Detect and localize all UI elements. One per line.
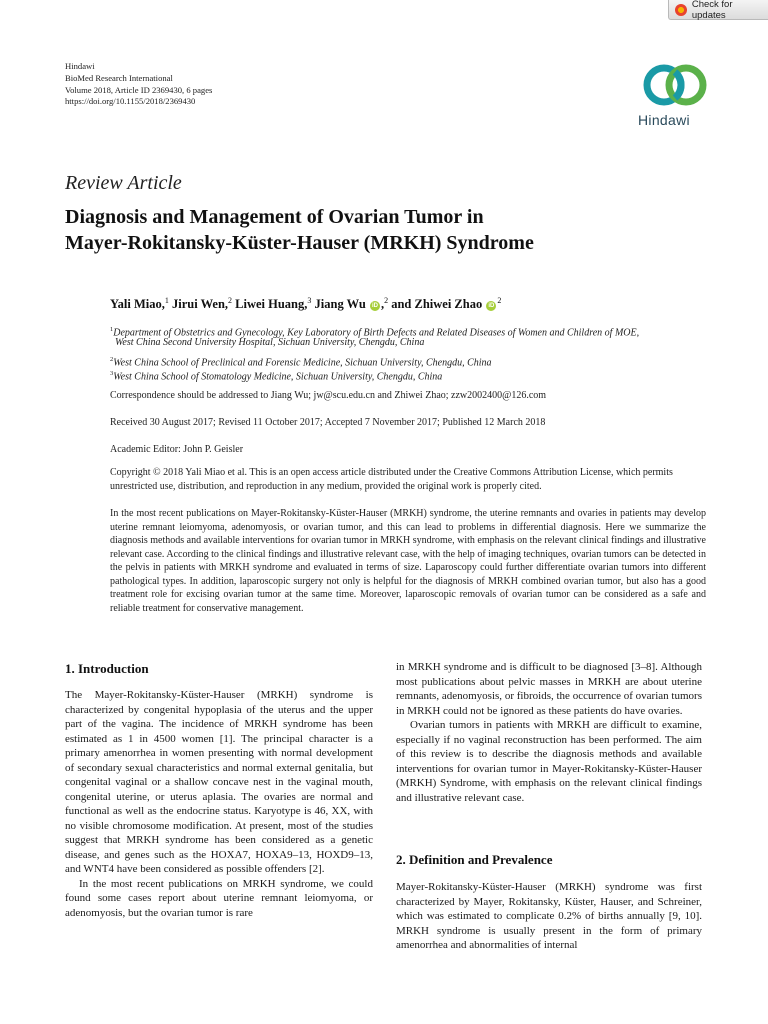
affiliation-1: $^1$Department of Obstetrics and Gynecology, Key Laboratory of Birth Defects and Related Diseases of Women and Children of MOE, bbox=[110, 326, 640, 339]
affiliation-1-cont: West China Second University Hospital, Sichuan University, Chengdu, China bbox=[115, 337, 425, 348]
logo-text: Hindawi bbox=[638, 112, 690, 128]
orcid-icon[interactable]: iD bbox=[488, 303, 495, 310]
intro-paragraph-3: Ovarian tumors in patients with MRKH are difficult to examine, especially if no vaginal reconstruction has been performed. The aim of this review is to describe the diagnosis methods and available interventions for ovarian tumor in Mayer-Rokitansky-Küster-Hauser (MRKH) Syndrome, with emphasis on the relevant clinical findings and illustrative relevant case. bbox=[396, 719, 702, 804]
title-line-1: Diagnosis and Management of Ovarian Tumor in bbox=[65, 206, 484, 228]
crossmark-icon bbox=[675, 4, 687, 16]
right-column-bottom bbox=[396, 880, 702, 953]
definition-paragraph-1: Mayer-Rokitansky-Küster-Hauser (MRKH) syndrome was first characterized by Mayer, Rokitansky, Küster, Hauser, and Schreiner, which was estimated to complicate 0.2% of births annually [9, 10]. MRKH syndrome is usually present in the form of primary amenorrhea and abnormalities of internal bbox=[396, 881, 702, 951]
copyright-notice: Copyright © 2018 Yali Miao et al. This is an open access article distributed under the Creative Commons Attribution License, which permits unrestricted use, distribution, and reproduction in any medium, provided the original work is properly cited. bbox=[110, 467, 673, 492]
abstract: In the most recent publications on Mayer-Rokitansky-Küster-Hauser (MRKH) syndrome, the uterine remnants and ovaries in patients may develop uterine remnant leiomyoma, adenomyosis, or ovarian tumor, and this can lead to problems in differential diagnosis. Here we summarize the diagnosis methods and available interventions for ovarian tumor in MRKH syndrome, with emphasis on the relevant clinical findings and illustrative relevant case. According to the clinical findings and illustrative relevant case, with the help of imaging techniques, ovarian tumors can be detected in the pelvis in patients with MRKH syndrome and evaluated in terms of size. Laparoscopy could further differentiate ovarian tumors into different pathological types. In addition, laparoscopic surgery not only is helpful for the diagnosis of MRKH combined ovarian tumor, but also has a good treatment role for excising ovarian tumor at the same time. Moreover, laparoscopic removals of ovarian tumor can be considered as a safe and reliable treatment for conservative management. bbox=[110, 508, 706, 614]
section-heading-definition: 2. Definition and Prevalence bbox=[396, 852, 553, 867]
author-name: and Zhiwei Zhao bbox=[391, 297, 483, 312]
affiliation-2-text: West China School of Preclinical and Forensic Medicine, Sichuan University, Chengdu, China bbox=[113, 357, 492, 369]
correspondence: Correspondence should be addressed to Jiang Wu; jw@scu.edu.cn and Zhiwei Zhao; zzw2002400@126.com bbox=[110, 390, 547, 401]
author-affiliation: 1 bbox=[164, 296, 169, 305]
affiliation-3: $^3$West China School of Stomatology Medicine, Sichuan University, Chengdu, China bbox=[110, 370, 443, 383]
author-name: Liwei Huang, bbox=[235, 297, 308, 312]
affiliation-1-line-1: Department of Obstetrics and Gynecology, Key Laboratory of Birth Defects and Related Diseases of Women and Children of MOE, bbox=[113, 327, 640, 339]
publisher-name: Hindawi bbox=[65, 61, 95, 71]
intro-paragraph-2-continued: in MRKH syndrome and is difficult to be diagnosed [3–8]. Although most publications about pelvic masses in MRKH are about uterine remnants, adenomyosis, or fibroids, the occurrence of ovarian tumors in MRKH could not be ignored as these patients do have ovaries. bbox=[396, 661, 702, 717]
author-affiliation: 2 bbox=[497, 296, 502, 305]
orcid-icon[interactable]: iD bbox=[371, 303, 378, 310]
right-column-top bbox=[396, 660, 702, 805]
author-name: Yali Miao, bbox=[110, 297, 165, 312]
intro-paragraph-2: In the most recent publications on MRKH syndrome, we could found some cases report about uterine remnant leiomyoma, or adenomyosis, but the ovarian tumor is rare bbox=[65, 877, 373, 919]
volume-info: Volume 2018, Article ID 2369430, 6 pages bbox=[65, 84, 213, 95]
author-affiliation: 3 bbox=[307, 296, 312, 305]
hindawi-logo-icon bbox=[640, 62, 710, 108]
author-list: Yali Miao,$^1$ Jirui Wen,$^2$ Liwei Huang,$^3$ Jiang Wu iD ,$^2$ and Zhiwei Zhao $iD^2$ bbox=[110, 296, 502, 312]
affiliation-3-text: West China School of Stomatology Medicine, Sichuan University, Chengdu, China bbox=[113, 371, 443, 383]
affiliation-2: $^2$West China School of Preclinical and Forensic Medicine, Sichuan University, Chengdu, China bbox=[110, 356, 492, 369]
hindawi-logo bbox=[638, 62, 714, 128]
left-column bbox=[65, 688, 373, 920]
journal-header bbox=[65, 61, 212, 108]
author-affiliation: 2 bbox=[228, 296, 233, 305]
intro-paragraph-1: The Mayer-Rokitansky-Küster-Hauser (MRKH) syndrome is characterized by congenital hypoplasia of the uterus and the upper part of the vagina. The incidence of MRKH syndrome has been estimated as 1 in 4500 women [1]. The principal character is a primary amenorrhea in women presenting with normal development of secondary sexual characteristics and normal external genitalia, but congenital vaginal or a shallow concave nest in the vaginal mouth, congenital uterine, or uterus aplasia. The ovaries are normal and functional as well as the endocrine status. Karyotype is 46, XX, with no visible chromosome modification. At present, most of the studies suggest that MRKH syndrome has been considered as a genetic disease, and genes such as the HOXA7, HOXA9–13, HOXD9–13, and WNT4 have been considered as possible offenders [2]. bbox=[65, 689, 373, 875]
section-heading-introduction: 1. Introduction bbox=[65, 661, 149, 676]
doi-link[interactable]: https://doi.org/10.1155/2018/2369430 bbox=[65, 96, 196, 107]
academic-editor: Academic Editor: John P. Geisler bbox=[110, 444, 244, 455]
check-for-updates-label: Check for updates bbox=[691, 0, 733, 21]
publication-dates: Received 30 August 2017; Revised 11 October 2017; Accepted 7 November 2017; Published 12 March 2018 bbox=[110, 417, 546, 428]
author-affiliation: 2 bbox=[384, 296, 389, 305]
check-for-updates-button[interactable] bbox=[668, 0, 768, 20]
article-title bbox=[65, 204, 705, 256]
author-name: Jiang Wu bbox=[314, 297, 366, 312]
title-line-2: Mayer-Rokitansky-Küster-Hauser (MRKH) Syndrome bbox=[65, 232, 534, 254]
author-name: Jirui Wen, bbox=[171, 297, 229, 312]
journal-name: BioMed Research International bbox=[65, 72, 173, 83]
article-type: Review Article bbox=[65, 172, 182, 194]
